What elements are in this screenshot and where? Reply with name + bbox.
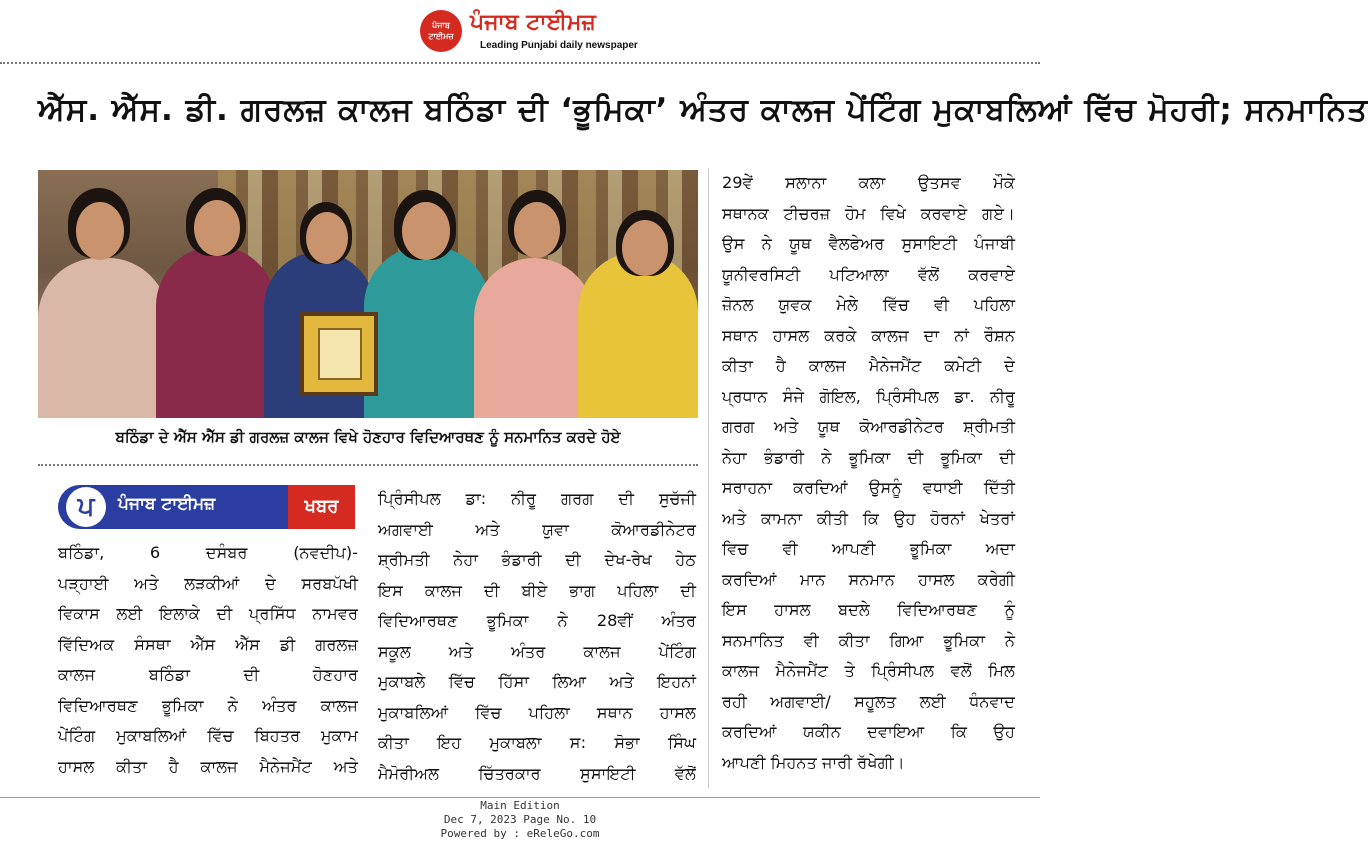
article-line: ਰਹੀ ਅਗਵਾਈ/ ਸਹੂਲਤ ਲਈ ਧੰਨਵਾਦ xyxy=(722,691,1015,711)
article-line: ਪੜ੍ਹਾਈ ਅਤੇ ਲੜਕੀਆਂ ਦੇ ਸਰਬਪੱਖੀ xyxy=(58,573,358,593)
brand-bar-main xyxy=(58,485,288,529)
news-photo xyxy=(38,170,698,418)
article-line: ਵਿਦਿਆਰਥਣ ਭੂਮਿਕਾ ਨੇ 28ਵੀਂ ਅੰਤਰ xyxy=(378,611,696,630)
article-line: ਸਨਮਾਨਿਤ ਵੀ ਕੀਤਾ ਗਿਆ ਭੂਮਿਕਾ ਨੇ xyxy=(722,630,1015,650)
photo-person-head xyxy=(402,202,450,260)
photo-person xyxy=(38,258,168,418)
article-line: ਵਿਦਿਆਰਥਣ ਭੂਮਿਕਾ ਨੇ ਅੰਤਰ ਕਾਲਜ xyxy=(58,695,358,715)
brand-tag: ਖਬਰ xyxy=(288,485,355,529)
article-line: ਸਕੂਲ ਅਤੇ ਅੰਤਰ ਕਾਲਜ ਪੇਂਟਿੰਗ xyxy=(378,641,696,661)
article-line: ਬਠਿੰਡਾ, 6 ਦਸੰਬਰ (ਨਵਦੀਪ)- xyxy=(58,543,358,562)
footer xyxy=(0,799,1040,841)
article-line: ਇਸ ਕਾਲਜ ਦੀ ਬੀਏ ਭਾਗ ਪਹਿਲਾ ਦੀ xyxy=(378,580,696,600)
article-line: ਕੀਤਾ ਹੈ ਕਾਲਜ ਮੈਨੇਜਮੈਂਟ ਕਮੇਟੀ ਦੇ xyxy=(722,356,1015,375)
footer-date-page: Dec 7, 2023 Page No. 10 xyxy=(443,813,597,826)
article-line: ਮੁਕਾਬਲਿਆਂ ਵਿੱਚ ਪਹਿਲਾ ਸਥਾਨ ਹਾਸਲ xyxy=(378,702,696,722)
article-line: ਯੂਨੀਵਰਸਿਟੀ ਪਟਿਆਲਾ ਵੱਲੋਂ ਕਰਵਾਏ xyxy=(722,264,1015,284)
article-line: ਸਥਾਨਕ ਟੀਚਰਜ਼ ਹੋਮ ਵਿਖੇ ਕਰਵਾਏ ਗਏ। xyxy=(722,203,1015,223)
photo-person xyxy=(578,252,698,418)
photo-person-head xyxy=(514,202,560,258)
article-line: ਕਰਦਿਆਂ ਯਕੀਨ ਦਵਾਇਆ ਕਿ ਉਹ xyxy=(722,722,1015,741)
article-line: ਸਥਾਨ ਹਾਸਲ ਕਰਕੇ ਕਾਲਜ ਦਾ ਨਾਂ ਰੌਸ਼ਨ xyxy=(722,325,1015,345)
brand-bar xyxy=(58,485,355,529)
article-line: ਨੇਹਾ ਭੰਡਾਰੀ ਨੇ ਭੂਮਿਕਾ ਦੀ ਭੂਮਿਕਾ ਦੀ xyxy=(722,447,1015,467)
article-line: ਹਾਸਲ ਕੀਤਾ ਹੈ ਕਾਲਜ ਮੈਨੇਜਮੈਂਟ ਅਤੇ xyxy=(58,756,358,776)
footer-edition: Main Edition xyxy=(480,799,560,812)
photo-person xyxy=(364,246,490,418)
article-line: ਮੁਕਾਬਲੇ ਵਿੱਚ ਹਿੱਸਾ ਲਿਆ ਅਤੇ ਇਹਨਾਂ xyxy=(378,672,696,691)
photo-caption: ਬਠਿੰਡਾ ਦੇ ਐੱਸ ਐੱਸ ਡੀ ਗਰਲਜ਼ ਕਾਲਜ ਵਿਖੇ ਹੋਣਹਾਰ ਵਿਦਿਆਰਥਣ ਨੂੰ ਸਨਮਾਨਿਤ ਕਰਦੇ ਹੋਏ xyxy=(115,428,621,446)
masthead-title: ਪੰਜਾਬ ਟਾਈਮਜ਼ xyxy=(470,10,596,35)
article-line: ਇਸ ਹਾਸਲ ਬਦਲੇ ਵਿਦਿਆਰਥਣ ਨੂੰ xyxy=(722,600,1015,619)
article-line: ਸ਼੍ਰੀਮਤੀ ਨੇਹਾ ਭੰਡਾਰੀ ਦੀ ਦੇਖ-ਰੇਖ ਹੇਠ xyxy=(378,550,696,569)
article-line: ਉਸ ਨੇ ਯੂਥ ਵੈਲਫੇਅਰ ਸੁਸਾਇਟੀ ਪੰਜਾਬੀ xyxy=(722,234,1015,253)
article-line: ਪ੍ਰਿੰਸੀਪਲ ਡਾ: ਨੀਰੂ ਗਰਗ ਦੀ ਸੁਚੱਜੀ xyxy=(378,489,696,508)
article-line: 29ਵੇਂ ਸਲਾਨਾ ਕਲਾ ਉਤਸਵ ਮੌਕੇ xyxy=(722,173,1015,192)
photo-person-head xyxy=(622,220,668,276)
article-line: ਜ਼ੋਨਲ ਯੁਵਕ ਮੇਲੇ ਵਿੱਚ ਵੀ ਪਹਿਲਾ xyxy=(722,295,1015,314)
article-line: ਵਿੱਦਿਅਕ ਸੰਸਥਾ ਐੱਸ ਐੱਸ ਡੀ ਗਰਲਜ਼ xyxy=(58,634,358,654)
article-line: ਕੀਤਾ ਇਹ ਮੁਕਾਬਲਾ ਸ: ਸੋਭਾ ਸਿੰਘ xyxy=(378,733,696,752)
photo-person-head xyxy=(194,200,240,256)
article-line: ਸਰਾਹਨਾ ਕਰਦਿਆਂ ਉਸਨੂੰ ਵਧਾਈ ਦਿੱਤੀ xyxy=(722,478,1015,497)
brand-name: ਪੰਜਾਬ ਟਾਈਮਜ਼ xyxy=(118,494,216,514)
article-line: ਵਿਚ ਵੀ ਆਪਣੀ ਭੂਮਿਕਾ ਅਦਾ xyxy=(722,539,1015,558)
article-line: ਕਾਲਜ ਮੈਨੇਜਮੈਂਟ ਤੇ ਪ੍ਰਿੰਸੀਪਲ ਵਲੋਂ ਮਿਲ xyxy=(722,661,1015,680)
brand-logo-icon: ਪ xyxy=(66,487,106,527)
caption-divider xyxy=(38,464,698,466)
article-line: ਪ੍ਰਧਾਨ ਸੰਜੇ ਗੋਇਲ, ਪ੍ਰਿੰਸੀਪਲ ਡਾ. ਨੀਰੂ xyxy=(722,386,1015,406)
award-plaque xyxy=(300,312,378,396)
article-line: ਆਪਣੀ ਮਿਹਨਤ ਜਾਰੀ ਰੱਖੇਗੀ। xyxy=(722,752,905,772)
photo-person-head xyxy=(306,212,348,264)
article-line: ਗਰਗ ਅਤੇ ਯੂਥ ਕੋਆਰਡੀਨੇਟਰ ਸ਼੍ਰੀਮਤੀ xyxy=(722,417,1015,436)
masthead-logo-icon: ਪੰਜਾਬ ਟਾਈਮਜ਼ xyxy=(420,10,462,52)
footer-divider xyxy=(0,797,1040,798)
masthead-tagline: Leading Punjabi daily newspaper xyxy=(480,40,638,51)
article-column-2 xyxy=(378,484,696,789)
article-line: ਕਾਲਜ ਬਠਿੰਡਾ ਦੀ ਹੋਣਹਾਰ xyxy=(58,665,358,684)
column-divider xyxy=(708,168,709,788)
article-line: ਮੈਮੋਰੀਅਲ ਚਿੱਤਰਕਾਰ ਸੁਸਾਇਟੀ ਵੱਲੋਂ xyxy=(378,763,696,783)
article-column-3 xyxy=(722,168,1015,778)
photo-person xyxy=(474,258,594,418)
article-line: ਪੇਂਟਿੰਗ ਮੁਕਾਬਲਿਆਂ ਵਿੱਚ ਬਿਹਤਰ ਮੁਕਾਮ xyxy=(58,726,358,745)
masthead xyxy=(0,0,1040,62)
photo-person-head xyxy=(76,202,124,260)
footer-powered: Powered by : eReleGo.com xyxy=(440,827,600,840)
photo-person xyxy=(156,246,276,418)
headline: ਐੱਸ. ਐੱਸ. ਡੀ. ਗਰਲਜ਼ ਕਾਲਜ ਬਠਿੰਡਾ ਦੀ ‘ਭੂਮਿਕਾ’ ਅੰਤਰ ਕਾਲਜ ਪੇਂਟਿੰਗ ਮੁਕਾਬਲਿਆਂ ਵਿੱਚ ਮੋਹਰੀ; ਸਨਮਾਨਿਤ xyxy=(38,92,1368,128)
article-line: ਵਿਕਾਸ ਲਈ ਇਲਾਕੇ ਦੀ ਪ੍ਰਸਿੱਧ ਨਾਮਵਰ xyxy=(58,604,358,623)
article-column-1 xyxy=(58,538,358,782)
masthead-divider xyxy=(0,62,1040,64)
article-line: ਅਤੇ ਕਾਮਨਾ ਕੀਤੀ ਕਿ ਉਹ ਹੋਰਨਾਂ ਖੇਤਰਾਂ xyxy=(722,508,1015,528)
article-line: ਅਗਵਾਈ ਅਤੇ ਯੁਵਾ ਕੋਆਰਡੀਨੇਟਰ xyxy=(378,519,696,539)
article-line: ਕਰਦਿਆਂ ਮਾਨ ਸਨਮਾਨ ਹਾਸਲ ਕਰੇਗੀ xyxy=(722,569,1015,589)
